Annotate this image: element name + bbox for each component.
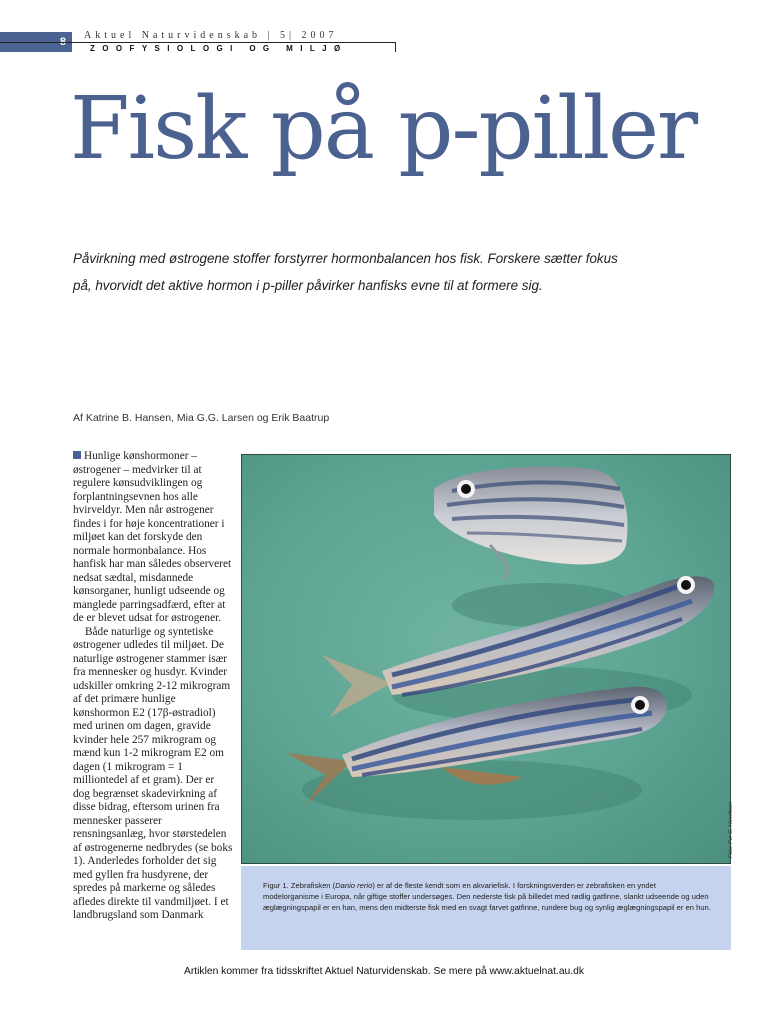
caption-text: ) er af de fleste kendt som en akvariefisk. I forskningsverden er zebrafisken en yndet modelorganisme i Europa, når giftige stoffer undersøges. Den nederste fisk på billedet med rødlig gatfinne, slankt udseende og uden æglægningspapil er en han, mens den midterste fisk med en svagt farvet gatfinne, rundere bug og synlig æglægningspapil er en hun. <box>263 881 711 913</box>
header-divider-end <box>395 42 396 52</box>
photo-credit: Foto: Per G. Henriksen <box>728 801 734 858</box>
footer-note: Artiklen kommer fra tidsskriftet Aktuel Naturvidenskab. Se mere på www.aktuelnat.au.dk <box>183 966 585 977</box>
body-paragraph-2: Både naturlige og syntetiske østrogener udledes til miljøet. De naturlige østrogener stammer især fra mennesker og husdyr. Kvinder udskiller omkring 2-12 mikrogram af det primære hunlige kønshormon E2 (17β-østradiol) med urinen om dagen, gravide kvinder hele 257 mikrogram og mænd kun 1-2 mikrogram E2 om dagen (1 mikrogram = 1 milliontedel af et gram). Der er dog begrænset skadevirkning af disse bidrag, eftersom urinen fra mennesker passerer rensningsanlæg, hvor størstedelen af østrogenerne nedbrydes (se boks 1). Anderledes forholder det sig med gyllen fra husdyrene, der spredes på markerne og således afledes direkte til vandmiljøet. I et landbrugsland som Danmark <box>73 625 233 921</box>
caption-prefix: Figur 1. Zebrafisken ( <box>263 881 336 890</box>
article-lead: Påvirkning med østrogene stoffer forstyrrer hormonbalancen hos fisk. Forskere sætter fokus på, hvorvidt det aktive hormon i p-piller påvirker hanfisks evne til at formere sig. <box>73 251 618 293</box>
journal-header: Aktuel Naturvidenskab | 5| 2007 <box>84 30 338 41</box>
fish-top <box>434 467 628 579</box>
zebrafish-photo <box>241 454 731 864</box>
body-paragraph-1-text: Hunlige kønshormoner – østrogener – medvirker til at regulere kønsudviklingen og forplantningsevnen hos alle hvirveldyr. Men når østrogener findes i for høje koncentrationer i miljøet kan det forskyde den normale hormonbalance. Hos hanfisk har man således observeret nedsat sædtal, misdannede kønsorganer, hunligt udseende og manglede parringsadfærd, efter at de er blevet udsat for østrogener. <box>73 450 232 624</box>
bullet-square-icon <box>73 451 81 459</box>
body-paragraph-1 <box>73 450 233 626</box>
caption-species: Danio rerio <box>335 881 373 890</box>
byline: Af Katrine B. Hansen, Mia G.G. Larsen og Erik Baatrup <box>73 412 330 424</box>
figure-caption <box>241 866 731 950</box>
body-column <box>73 450 233 923</box>
section-label: ZOOFYSIOLOGI OG MILJØ <box>90 44 348 53</box>
header-divider <box>0 42 396 43</box>
article-title: Fisk på p-piller <box>70 79 697 179</box>
